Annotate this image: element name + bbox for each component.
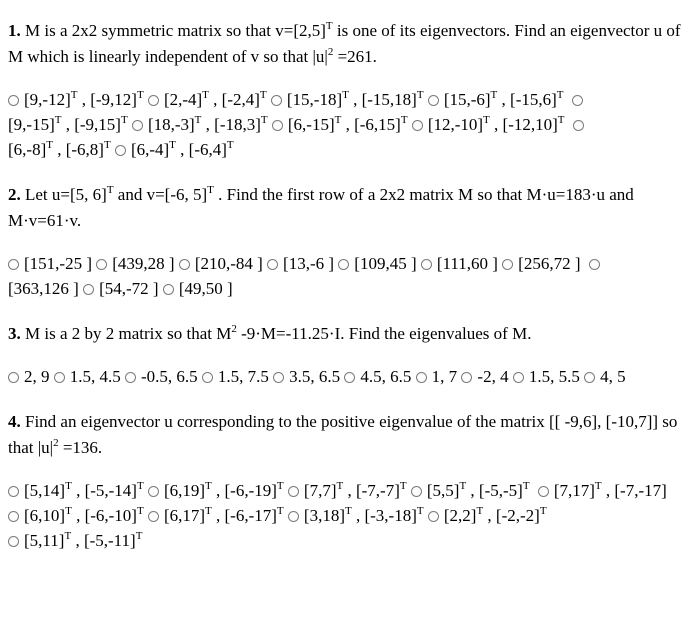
question-4-text: 4. Find an eigenvector u corresponding to the positive eigenvalue of the matrix [[ -9,6], [-10,7]] so that $|u|^2 =136$. [8, 412, 678, 457]
question-3-text: 3. M is a 2 by 2 matrix so that $M^2$ -9·M=-11.25·I. Find the eigenvalues of M. [8, 323, 532, 343]
answer-option[interactable]: [151,-25 ] [8, 254, 92, 273]
radio-button[interactable] [428, 511, 439, 522]
question-number: 2. [8, 185, 21, 204]
question-number: 3. [8, 324, 21, 343]
radio-button[interactable] [288, 511, 299, 522]
answer-option[interactable]: $[15,-18]^T$ , $[-15,18]^T$ [271, 90, 424, 109]
radio-button[interactable] [115, 145, 126, 156]
radio-button[interactable] [267, 259, 278, 270]
answer-option[interactable]: $[6,19]^T$ , $[-6,-19]^T$ [148, 481, 284, 500]
answer-option[interactable]: [54,-72 ] [83, 279, 158, 298]
answer-option[interactable]: $[5,5]^T$ , $[-5,-5]^T$ [411, 481, 530, 500]
answer-option[interactable]: $[15,-6]^T$ , $[-15,6]^T$ [428, 90, 564, 109]
radio-button[interactable] [83, 284, 94, 295]
question-1 [8, 18, 690, 162]
radio-button[interactable] [538, 486, 549, 497]
answer-option[interactable]: [256,72 ] [502, 254, 580, 273]
radio-button[interactable] [8, 511, 19, 522]
radio-button[interactable] [179, 259, 190, 270]
radio-button[interactable] [411, 486, 422, 497]
radio-button[interactable] [96, 259, 107, 270]
radio-button[interactable] [8, 372, 19, 383]
question-4 [8, 409, 690, 553]
radio-button[interactable] [148, 511, 159, 522]
answer-option[interactable]: $[2,-4]^T$ , $[-2,4]^T$ [148, 90, 267, 109]
answer-option[interactable]: 4.5, 6.5 [344, 367, 411, 386]
answer-option[interactable]: [210,-84 ] [179, 254, 263, 273]
answer-option[interactable]: 3.5, 6.5 [273, 367, 340, 386]
answer-option[interactable]: $[6,10]^T$ , $[-6,-10]^T$ [8, 506, 144, 525]
answer-option[interactable]: $[5,11]^T$ , $[-5,-11]^T$ [8, 531, 142, 550]
question-2-text: 2. Let u=[5, 6]$^T$ and v=[-6, 5]$^T$ . Find the first row of a 2x2 matrix M so that M·u=183·u and M·v=61·v. [8, 184, 634, 230]
answer-option[interactable]: $[18,-3]^T$ , $[-18,3]^T$ [132, 115, 268, 134]
answer-option[interactable]: [363,126 ] [8, 279, 79, 298]
radio-button[interactable] [573, 120, 584, 131]
answer-option[interactable]: [111,60 ] [421, 254, 498, 273]
radio-button[interactable] [8, 259, 19, 270]
radio-button[interactable] [416, 372, 427, 383]
radio-button[interactable] [513, 372, 524, 383]
radio-button[interactable] [8, 536, 19, 547]
answer-option[interactable]: [49,50 ] [163, 279, 233, 298]
answer-option[interactable]: 4, 5 [584, 367, 626, 386]
radio-button[interactable] [288, 486, 299, 497]
answer-option[interactable]: 2, 9 [8, 367, 50, 386]
radio-button[interactable] [148, 95, 159, 106]
answer-option[interactable]: [439,28 ] [96, 254, 174, 273]
question-1-options [8, 87, 690, 162]
answer-option[interactable]: $[2,2]^T$ , $[-2,-2]^T$ [428, 506, 547, 525]
radio-button[interactable] [8, 486, 19, 497]
answer-option[interactable]: $[6,-4]^T$ , $[-6,4]^T$ [115, 140, 234, 159]
radio-button[interactable] [54, 372, 65, 383]
radio-button[interactable] [344, 372, 355, 383]
question-3-options [8, 364, 690, 389]
answer-option[interactable]: $[3,18]^T$ , $[-3,-18]^T$ [288, 506, 424, 525]
question-4-options: $[5,14]^T$ , $[-5,-14]^T$ $[6,19]^T$ , $[-6,-19]^T$ $[7,7]^T$ , $[-7,-7]^T$ $[5,5]^T$ , $[-5,-5]^T$ $[7,17]^T$ , [-7,-17] $[6,10]^T$ , $[-6,-10]^T$ $[6,17]^T$ , $[-6,-17]^T$ $[3,18]^T$ , $[-3,-18]^T$ $[2,2]^T$ , $[-2,-2]^T$ $[5,11]^T$ , $[-5,-11]^T$ [8, 478, 690, 553]
answer-option[interactable]: 1.5, 7.5 [202, 367, 269, 386]
answer-option[interactable]: [109,45 ] [338, 254, 416, 273]
answer-option[interactable]: $[12,-10]^T$ , $[-12,10]^T$ [412, 115, 565, 134]
radio-button[interactable] [272, 120, 283, 131]
answer-option[interactable]: $[5,14]^T$ , $[-5,-14]^T$ [8, 481, 144, 500]
answer-option[interactable]: 1, 7 [416, 367, 458, 386]
answer-option[interactable]: $[6,17]^T$ , $[-6,-17]^T$ [148, 506, 284, 525]
radio-button[interactable] [572, 95, 583, 106]
question-number: 1. [8, 21, 21, 40]
answer-option[interactable]: $[9,-15]^T$ , $[-9,15]^T$ [8, 114, 128, 134]
radio-button[interactable] [412, 120, 423, 131]
radio-button[interactable] [421, 259, 432, 270]
radio-button[interactable] [271, 95, 282, 106]
question-3 [8, 321, 690, 389]
radio-button[interactable] [338, 259, 349, 270]
question-2 [8, 182, 690, 301]
radio-button[interactable] [202, 372, 213, 383]
radio-button[interactable] [132, 120, 143, 131]
radio-button[interactable] [428, 95, 439, 106]
question-2-options [8, 251, 690, 301]
answer-option-label[interactable]: [7,17] [553, 481, 595, 500]
radio-button[interactable] [589, 259, 600, 270]
radio-button[interactable] [502, 259, 513, 270]
answer-option[interactable]: [13,-6 ] [267, 254, 334, 273]
answer-option[interactable]: 1.5, 4.5 [54, 367, 121, 386]
answer-option[interactable]: $[7,7]^T$ , $[-7,-7]^T$ [288, 481, 407, 500]
radio-button[interactable] [125, 372, 136, 383]
radio-button[interactable] [461, 372, 472, 383]
question-1-text: 1. M is a 2x2 symmetric matrix so that $v=[2,5]^T$ is one of its eigenvectors. Find an eigenvector u of M which is linearly independent of v so that $|u|^2 =261$. [8, 20, 681, 66]
answer-option[interactable]: -0.5, 6.5 [125, 367, 198, 386]
radio-button[interactable] [273, 372, 284, 383]
answer-option[interactable]: 1.5, 5.5 [513, 367, 580, 386]
answer-option[interactable]: $[6,-15]^T$ , $[-6,15]^T$ [272, 115, 408, 134]
radio-button[interactable] [584, 372, 595, 383]
radio-button[interactable] [8, 95, 19, 106]
answer-option[interactable]: $[6,-8]^T$ , $[-6,8]^T$ [8, 139, 111, 159]
radio-button[interactable] [148, 486, 159, 497]
radio-button[interactable] [163, 284, 174, 295]
question-number: 4. [8, 412, 21, 431]
answer-option[interactable]: -2, 4 [461, 367, 508, 386]
answer-option[interactable]: $[9,-12]^T$ , $[-9,12]^T$ [8, 90, 144, 109]
